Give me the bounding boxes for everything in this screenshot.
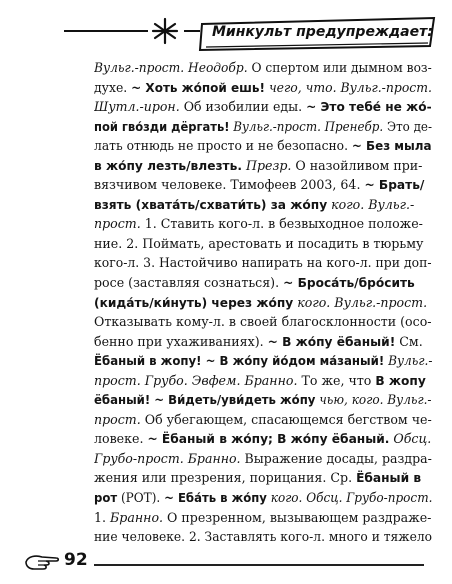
headword: ~ Ёбаный в жо́пу; В жо́пу ёбаный. xyxy=(147,432,390,447)
text-run: О презренном, вызывающем раздраже- xyxy=(163,509,432,525)
headword: ~ Это тебе́ не жо́- xyxy=(306,100,432,115)
headword: в жо́пу лезть/влезть. xyxy=(94,158,242,173)
usage-label: Вульг.- xyxy=(384,353,432,369)
text-line xyxy=(94,332,432,352)
text-line xyxy=(94,195,432,215)
headword: взять (хвата́ть/схвати́ть) за жо́пу xyxy=(94,197,328,212)
text-run: Выражение досады, раздра- xyxy=(240,450,432,466)
usage-label: Бранно. xyxy=(110,509,164,525)
text-run: жения или презрения, порицания. Ср. xyxy=(94,470,357,486)
asterisk-ornament-icon xyxy=(150,16,178,44)
text-run: росе (заставляя сознаться). xyxy=(94,275,284,291)
text-line xyxy=(94,468,432,488)
text-run: Об изобилии еды. xyxy=(179,99,307,115)
headword: ~ Без мыла xyxy=(351,139,432,154)
headword: ~ Еба́ть в жо́пу xyxy=(164,491,267,506)
text-run: Об убегающем, спасающемся бегством че- xyxy=(140,411,432,427)
text-line xyxy=(94,390,432,410)
text-run: Это де- xyxy=(383,118,432,134)
hand-pointer-icon xyxy=(24,552,60,576)
text-line xyxy=(94,527,432,547)
headword: пой гво́зди дёргать! xyxy=(94,119,230,134)
usage-label: Шутл.-ирон. xyxy=(94,99,180,115)
text-run: О спертом или дымном воз- xyxy=(247,60,432,75)
text-line xyxy=(94,234,432,254)
text-line xyxy=(94,58,432,78)
usage-label: Вульг.-прост. Неодобр. xyxy=(94,60,248,75)
headword: рот xyxy=(94,491,118,506)
text-run: 1. xyxy=(94,509,111,525)
text-line xyxy=(94,410,432,430)
text-line xyxy=(94,449,432,469)
headword: ~ Брать/ xyxy=(364,178,425,193)
text-run: О назойливом при- xyxy=(291,157,423,173)
header-title: Минкульт предупреждает: xyxy=(212,24,433,40)
headword: ёбаный! ~ Ви́деть/уви́деть жо́пу xyxy=(94,393,316,408)
text-line xyxy=(94,312,432,332)
text-run: вязчивом человеке. Тимофеев 2003, 64. xyxy=(94,177,365,193)
text-run: кого-л. 3. Настойчиво напирать на кого-л. при доп- xyxy=(94,255,432,271)
text-line xyxy=(94,97,432,117)
usage-label: Обсц. xyxy=(389,431,432,447)
text-line xyxy=(94,508,432,528)
text-line xyxy=(94,214,432,234)
text-line xyxy=(94,253,432,273)
usage-label: кого. Вульг.- xyxy=(327,196,415,212)
text-run: ловеке. xyxy=(94,431,148,447)
usage-label: чего, что. Вульг.-прост. xyxy=(265,79,432,95)
text-line xyxy=(94,117,432,137)
text-line xyxy=(94,175,432,195)
usage-label: Грубо-прост. Бранно. xyxy=(94,450,241,466)
header-banner xyxy=(198,16,438,52)
text-run: См. xyxy=(395,333,423,349)
text-line xyxy=(94,293,432,313)
page-footer xyxy=(0,548,452,578)
headword: В жопу xyxy=(375,373,426,388)
usage-label: кого. Обсц. Грубо-прост. xyxy=(266,490,432,506)
footer-rule xyxy=(94,564,424,566)
text-run: духе. xyxy=(94,79,132,95)
headword: Ёбаный в xyxy=(356,471,422,486)
usage-label: кого. Вульг.-прост. xyxy=(293,294,428,310)
text-run: ние человеке. 2. Заставлять кого-л. много и тяжело xyxy=(94,529,432,545)
usage-label: прост. xyxy=(94,411,141,427)
headword: Ёбаный в жопу! ~ В жо́пу йо́дом ма́заный! xyxy=(94,354,385,369)
text-line xyxy=(94,273,432,293)
text-line xyxy=(94,371,432,391)
text-run: (РОТ). xyxy=(117,490,165,506)
text-run: Отказывать кому-л. в своей благосклонности (осо- xyxy=(94,314,432,330)
headword: (кида́ть/ки́нуть) через жо́пу xyxy=(94,295,294,310)
text-line xyxy=(94,78,432,98)
text-line xyxy=(94,351,432,371)
usage-label: Презр. xyxy=(241,157,292,173)
page-number: 92 xyxy=(64,550,88,570)
usage-label: чью, кого. Вульг.- xyxy=(315,392,432,408)
text-line xyxy=(94,429,432,449)
text-run: лать отнюдь не просто и не безопасно. xyxy=(94,138,352,154)
text-line xyxy=(94,136,432,156)
header-rule-left xyxy=(64,30,148,32)
headword: ~ Хоть жо́пой ешь! xyxy=(131,80,266,95)
text-run: ние. 2. Поймать, арестовать и посадить в тюрьму xyxy=(94,235,424,251)
page-header xyxy=(64,8,436,50)
text-run: бенно при ухаживаниях). xyxy=(94,333,268,349)
text-run: То же, что xyxy=(297,372,376,388)
dictionary-entries xyxy=(94,58,432,547)
usage-label: прост. Грубо. Эвфем. Бранно. xyxy=(94,372,298,388)
usage-label: Вульг.-прост. Пренебр. xyxy=(229,118,384,134)
text-run: 1. Ставить кого-л. в безвыходное положе- xyxy=(140,216,423,232)
usage-label: прост. xyxy=(94,216,141,232)
text-line xyxy=(94,156,432,176)
headword: ~ В жо́пу ёбаный! xyxy=(267,334,396,349)
text-line xyxy=(94,488,432,508)
headword: ~ Броса́ть/бро́сить xyxy=(283,276,415,291)
